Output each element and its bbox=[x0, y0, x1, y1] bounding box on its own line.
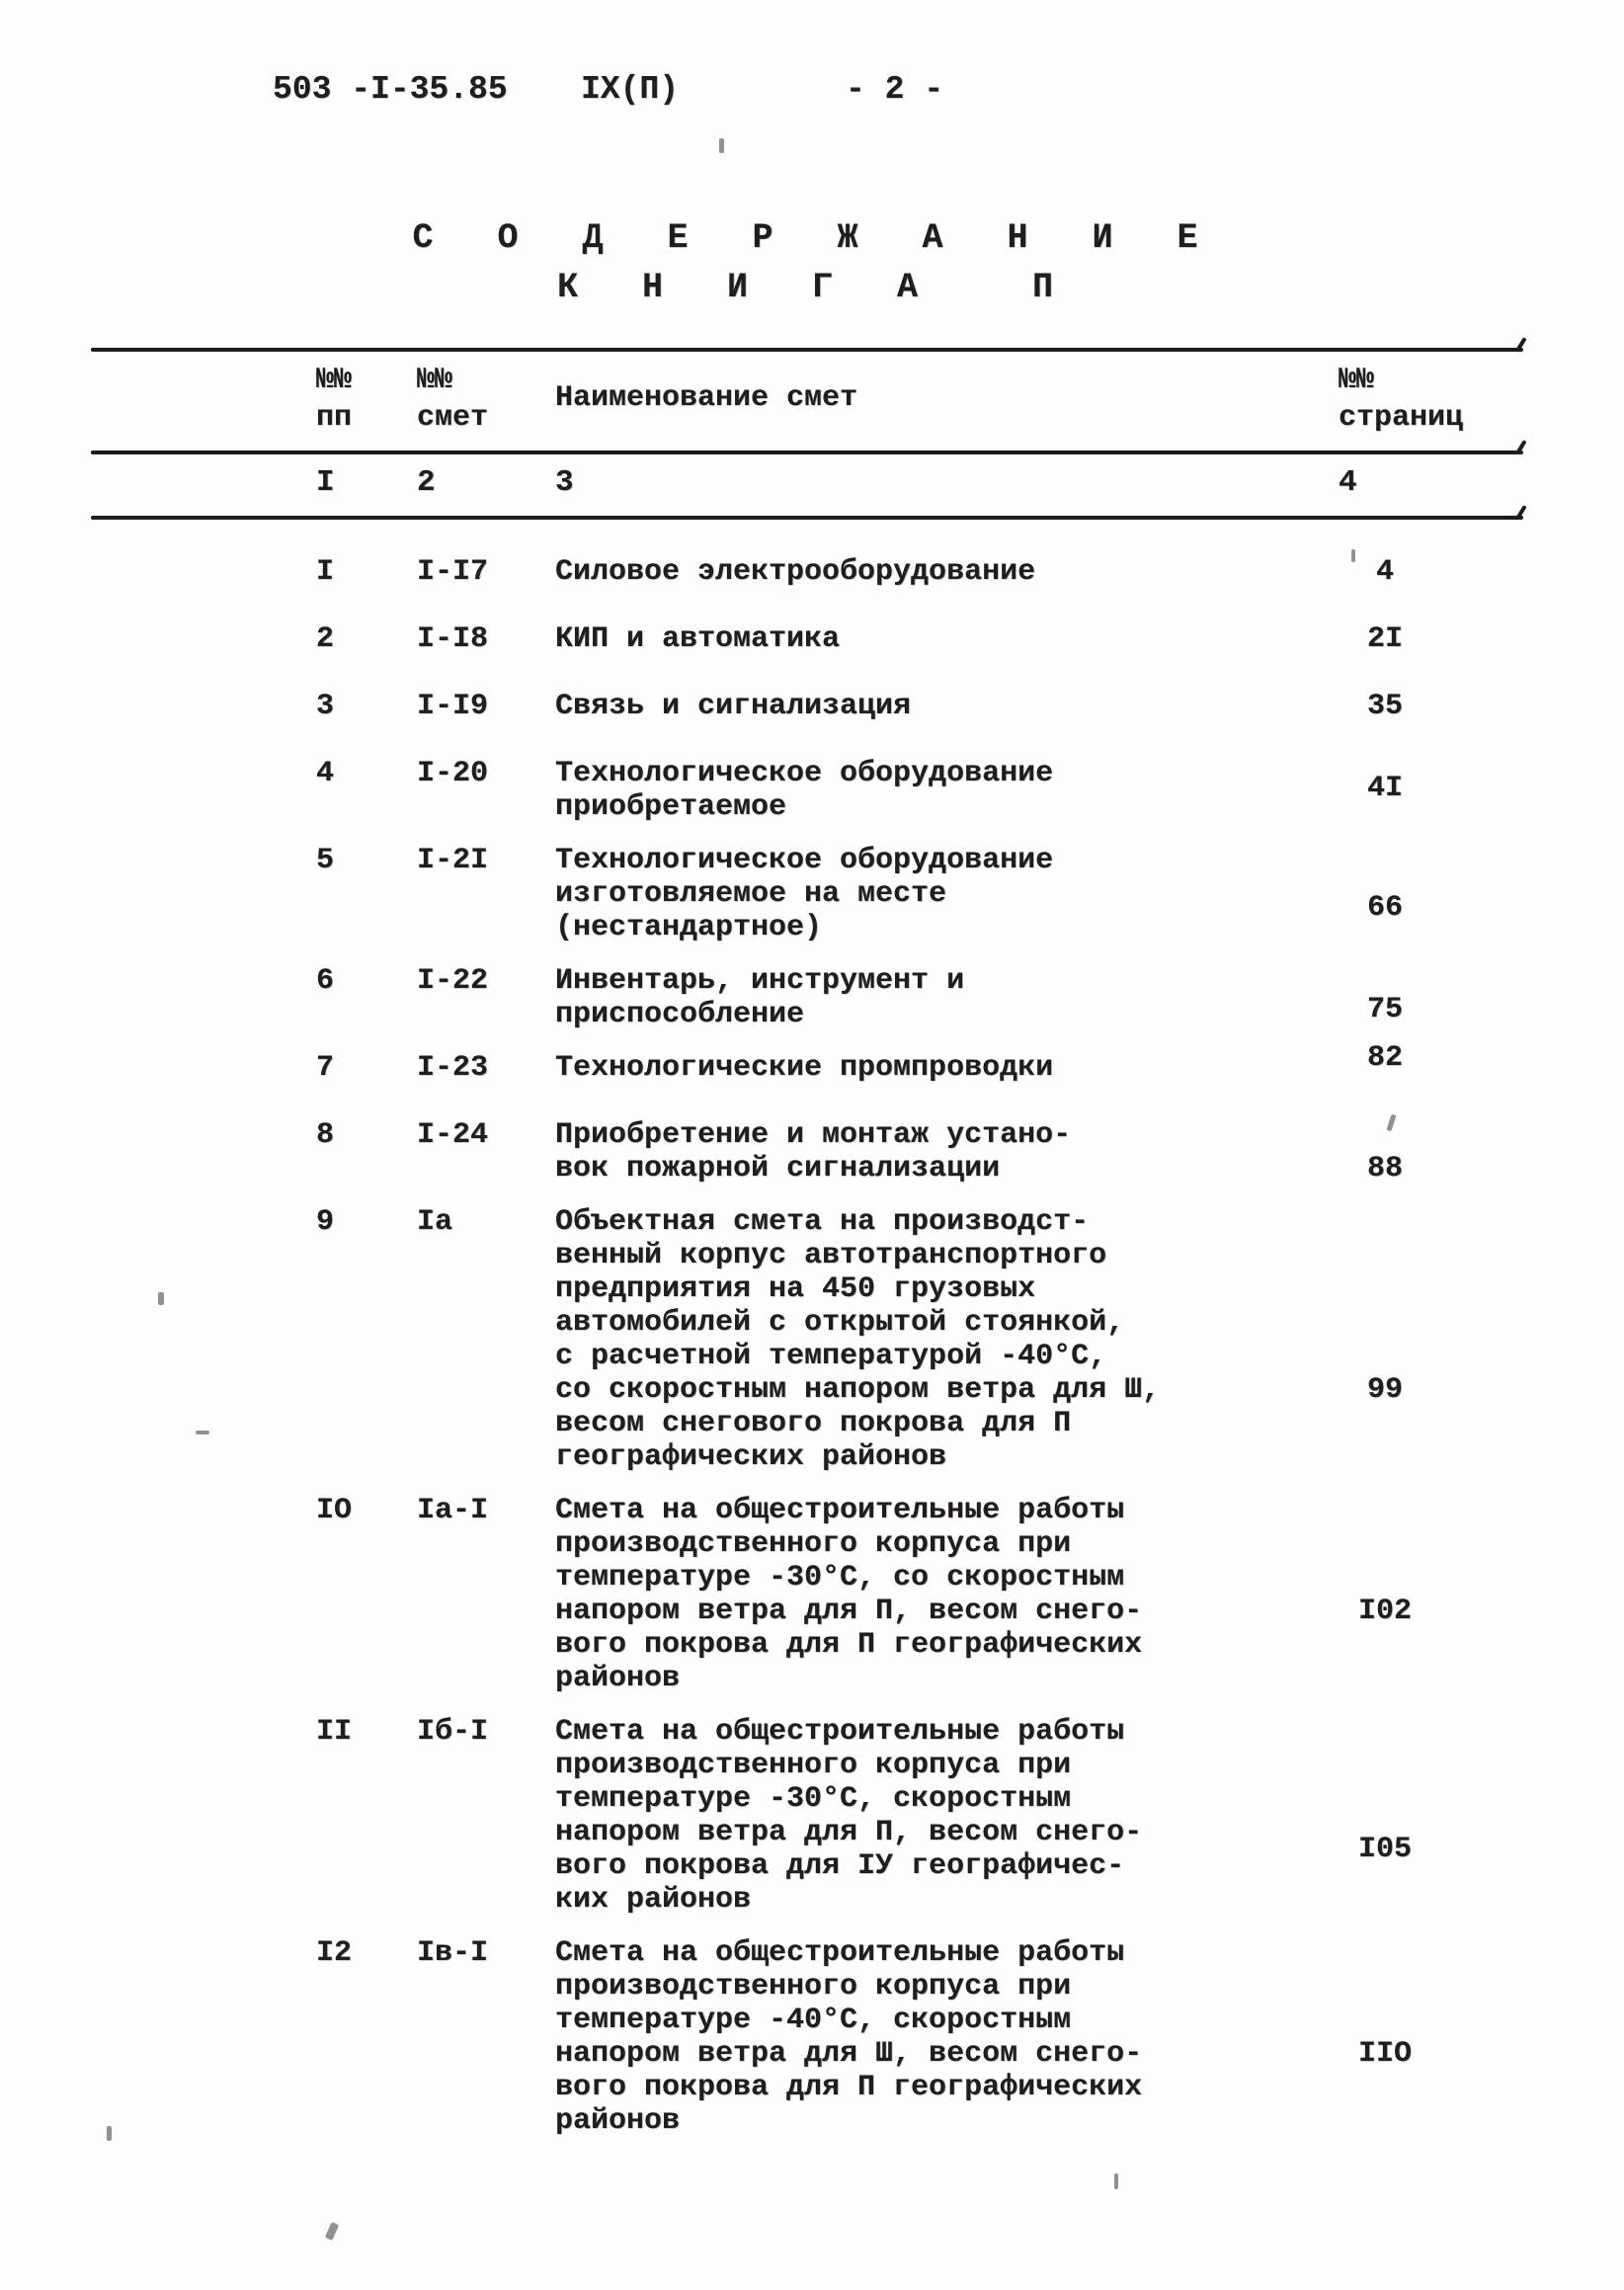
estimate-name: КИП и автоматика bbox=[555, 622, 841, 656]
column-numbers-row bbox=[91, 454, 1523, 516]
row-number: I2 bbox=[316, 1936, 353, 1970]
scan-speck bbox=[196, 1431, 209, 1434]
row-number: 7 bbox=[316, 1051, 335, 1085]
document-code: 503 -I-35.85 bbox=[273, 71, 508, 108]
table-rule-bottom bbox=[91, 516, 1523, 520]
column-number-3: 3 bbox=[555, 465, 574, 500]
column-number-2: 2 bbox=[417, 465, 436, 500]
table-row bbox=[91, 1715, 1523, 1917]
page-title: С О Д Е Р Ж А Н И Е bbox=[412, 218, 1212, 258]
scan-speck bbox=[325, 2222, 339, 2241]
row-number: 5 bbox=[316, 844, 335, 877]
page-number: 4 bbox=[1375, 555, 1394, 589]
row-number: IO bbox=[316, 1494, 353, 1527]
estimate-name: Технологическое оборудование изготовляемое на месте (нестандартное) bbox=[555, 844, 1054, 944]
page-subtitle: К Н И Г А П bbox=[556, 268, 1068, 307]
scan-speck bbox=[158, 1292, 164, 1305]
scan-speck bbox=[107, 2126, 112, 2141]
page-number: I02 bbox=[1357, 1595, 1412, 1628]
page-number: 99 bbox=[1366, 1373, 1403, 1407]
page-number: 66 bbox=[1366, 891, 1403, 925]
page-number: 88 bbox=[1366, 1152, 1403, 1186]
page-number: 75 bbox=[1366, 993, 1403, 1026]
row-number: 4 bbox=[316, 757, 335, 790]
estimate-name: Инвентарь, инструмент и приспособление bbox=[555, 964, 965, 1031]
table-row bbox=[91, 555, 1523, 589]
estimate-name: Технологическое оборудование приобретаемое bbox=[555, 757, 1054, 824]
row-number: I bbox=[316, 555, 335, 589]
estimate-name: Смета на общестроительные работы производственного корпуса при температуре -30°С, скоростным напором ветра для П, весом снего- вого покрова для IУ географичес- ких районов bbox=[555, 1715, 1143, 1917]
row-number: 9 bbox=[316, 1205, 335, 1239]
row-number: 6 bbox=[316, 964, 335, 998]
page-number: I05 bbox=[1357, 1833, 1412, 1866]
scan-speck bbox=[719, 138, 724, 153]
page-number: 82 bbox=[1366, 1041, 1403, 1075]
row-number: 3 bbox=[316, 690, 335, 723]
table-row bbox=[91, 844, 1523, 944]
toc-body bbox=[91, 555, 1523, 2138]
row-number: 8 bbox=[316, 1118, 335, 1152]
table-row bbox=[91, 1118, 1523, 1186]
table-row bbox=[91, 964, 1523, 1031]
estimate-name: Объектная смета на производст- венный корпус автотранспортного предприятия на 450 грузовых автомобилей с открытой стоянкой, с расчетной температурой -40°С, со скоростным напором ветра для Ш, весом снегового покрова для П географических районов bbox=[555, 1205, 1161, 1474]
estimate-number: I-I7 bbox=[417, 555, 489, 589]
document-series: IX(П) bbox=[581, 71, 680, 108]
estimate-number: I-I9 bbox=[417, 690, 489, 723]
estimate-number: I-I8 bbox=[417, 622, 489, 656]
estimate-name: Приобретение и монтаж устано- вок пожарной сигнализации bbox=[555, 1118, 1072, 1186]
row-number: 2 bbox=[316, 622, 335, 656]
title-block bbox=[0, 213, 1624, 312]
page-number: 35 bbox=[1366, 690, 1403, 723]
table-row bbox=[91, 622, 1523, 656]
column-number-1: I bbox=[316, 465, 335, 500]
table-row bbox=[91, 1041, 1523, 1085]
scan-speck bbox=[1351, 549, 1355, 562]
page-number: 4I bbox=[1366, 772, 1403, 805]
header-col-estimate-name: Наименование смет bbox=[555, 381, 858, 415]
contents-table bbox=[91, 348, 1523, 2158]
column-number-4: 4 bbox=[1339, 465, 1357, 500]
estimate-number: I-22 bbox=[417, 964, 489, 998]
table-row bbox=[91, 1494, 1523, 1695]
table-row bbox=[91, 757, 1523, 824]
document-header bbox=[0, 71, 1624, 115]
estimate-number: Iв-I bbox=[417, 1936, 489, 1970]
table-row bbox=[91, 1205, 1523, 1474]
estimate-number: I-23 bbox=[417, 1051, 489, 1085]
page-number: IIO bbox=[1357, 2037, 1412, 2071]
table-rule-top bbox=[91, 348, 1523, 352]
table-row bbox=[91, 690, 1523, 723]
estimate-number: Iа bbox=[417, 1205, 453, 1239]
row-number: II bbox=[316, 1715, 353, 1749]
estimate-name: Технологические промпроводки bbox=[555, 1051, 1054, 1085]
page-number: 2I bbox=[1366, 622, 1403, 656]
estimate-number: I-20 bbox=[417, 757, 489, 790]
estimate-name: Смета на общестроительные работы производственного корпуса при температуре -30°С, со скоростным напором ветра для П, весом снего- вого покрова для П географических районов bbox=[555, 1494, 1143, 1695]
estimate-name: Силовое электрооборудование bbox=[555, 555, 1036, 589]
scan-speck bbox=[1114, 2173, 1118, 2189]
header-col-page-no: №№ страниц bbox=[1339, 364, 1464, 435]
estimate-number: Iб-I bbox=[417, 1715, 489, 1749]
header-col-estimate-no: №№ смет bbox=[417, 364, 489, 435]
estimate-number: Iа-I bbox=[417, 1494, 489, 1527]
table-header-row bbox=[91, 352, 1523, 450]
table-row bbox=[91, 1936, 1523, 2138]
estimate-number: I-2I bbox=[417, 844, 489, 877]
estimate-name: Смета на общестроительные работы производственного корпуса при температуре -40°С, скоростным напором ветра для Ш, весом снего- вого покрова для П географических районов bbox=[555, 1936, 1143, 2138]
estimate-name: Связь и сигнализация bbox=[555, 690, 912, 723]
estimate-number: I-24 bbox=[417, 1118, 489, 1152]
table-rule-mid bbox=[91, 450, 1523, 454]
page-number-label: - 2 - bbox=[846, 71, 944, 108]
header-col-item-no: №№ пп bbox=[316, 364, 353, 435]
